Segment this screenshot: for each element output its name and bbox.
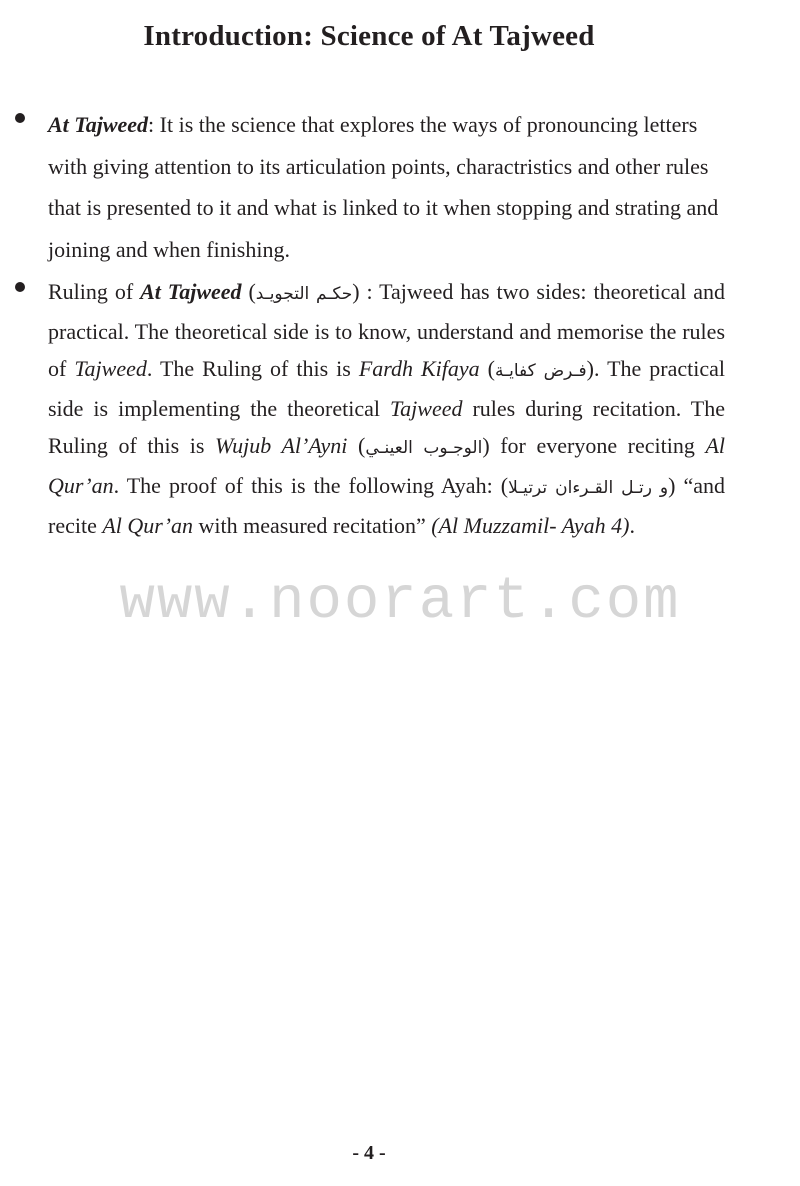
bullet-icon	[15, 113, 25, 123]
bullet-icon	[15, 282, 25, 292]
bullet-item-ruling	[0, 273, 725, 544]
ayah-reference: (Al Muzzamil- Ayah 4)	[431, 513, 630, 538]
term-al-quran: Al Qur’an	[48, 433, 726, 498]
ruling-text: ) for everyone reciting	[482, 433, 706, 458]
page-number: - 4 -	[352, 1142, 386, 1164]
term-at-tajweed: At Tajweed	[48, 112, 149, 137]
bullet-item-definition	[0, 104, 725, 270]
arabic-hukm-tajweed: حكـم التجويـد	[255, 284, 353, 304]
ruling-text: (	[479, 356, 495, 381]
term-wujub-al-ayni: Wujub Al’Ayni	[215, 433, 348, 458]
bullet-list	[0, 104, 800, 544]
arabic-wujub-al-ayni: الوجـوب العينـي	[365, 438, 483, 458]
ruling-text: ). The practical side is implementing the theoretical	[48, 356, 725, 421]
term-tajweed: Tajweed	[74, 356, 147, 381]
arabic-ayah: و رتـل القـرءان ترتيـلا	[508, 478, 669, 498]
term-fardh-kifaya: Fardh Kifaya	[358, 356, 480, 381]
ruling-text: with measured recitation”	[193, 513, 432, 538]
ruling-text: ) : Tajweed has two sides: theoretical and practical. The theoretical side is to know, understand and memorise the rules of	[48, 279, 725, 381]
term-at-tajweed: At Tajweed	[140, 279, 242, 304]
term-tajweed: Tajweed	[389, 396, 463, 421]
ruling-text: . The proof of this is the following Ayah: (	[113, 473, 509, 498]
ruling-text: ) “and recite	[48, 473, 725, 538]
ruling-text: .	[629, 513, 635, 538]
watermark: www.noorart.com	[119, 568, 681, 635]
ruling-text: . The Ruling of this is	[146, 356, 359, 381]
definition-text: : It is the science that explores the ways of pronouncing letters with giving attention to its articulation points, charactristics and other rules that is presented to it and what is linked to it when stopping and strating and joining and when finishing.	[48, 112, 719, 262]
page-title: Introduction: Science of At Tajweed	[143, 20, 595, 52]
ruling-text: Ruling of	[48, 279, 141, 304]
ruling-text: (	[347, 433, 366, 458]
ruling-text: (	[241, 279, 256, 304]
term-al-quran: Al Qur’an	[102, 513, 194, 538]
ruling-text: rules during recitation. The Ruling of this is	[48, 396, 725, 458]
arabic-fardh-kifaya: فـرض كفايـة	[495, 361, 587, 381]
